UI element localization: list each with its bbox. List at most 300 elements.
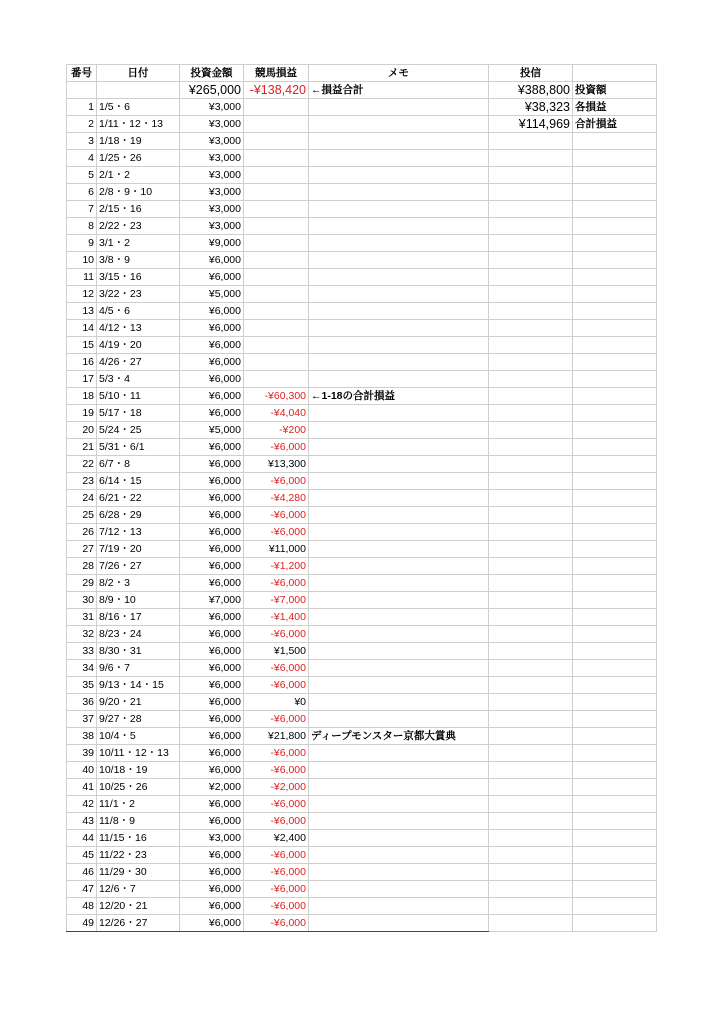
row-invest: ¥6,000	[180, 677, 244, 694]
row-date: 6/21・22	[97, 490, 180, 507]
row-date: 2/22・23	[97, 218, 180, 235]
row-date: 5/3・4	[97, 371, 180, 388]
row-memo	[309, 592, 489, 609]
row-date: 2/1・2	[97, 167, 180, 184]
fund-value	[489, 439, 573, 456]
row-invest: ¥6,000	[180, 524, 244, 541]
table-row	[67, 439, 657, 456]
row-date: 2/15・16	[97, 201, 180, 218]
row-num: 33	[67, 643, 97, 660]
fund-value	[489, 218, 573, 235]
row-pnl	[244, 354, 309, 371]
fund-label	[573, 711, 657, 728]
fund-label	[573, 524, 657, 541]
row-date: 1/25・26	[97, 150, 180, 167]
row-num: 3	[67, 133, 97, 150]
row-date: 9/6・7	[97, 660, 180, 677]
table-row	[67, 507, 657, 524]
row-num: 13	[67, 303, 97, 320]
fund-label	[573, 762, 657, 779]
row-invest: ¥6,000	[180, 762, 244, 779]
row-num: 4	[67, 150, 97, 167]
row-num: 7	[67, 201, 97, 218]
row-memo	[309, 643, 489, 660]
row-memo	[309, 405, 489, 422]
row-pnl: -¥6,000	[244, 439, 309, 456]
row-pnl	[244, 320, 309, 337]
row-date: 4/12・13	[97, 320, 180, 337]
row-memo	[309, 626, 489, 643]
row-num: 37	[67, 711, 97, 728]
row-date: 4/5・6	[97, 303, 180, 320]
row-pnl: -¥6,000	[244, 660, 309, 677]
fund-label	[573, 337, 657, 354]
table-row	[67, 558, 657, 575]
fund-label	[573, 643, 657, 660]
fund-value	[489, 541, 573, 558]
row-date: 2/8・9・10	[97, 184, 180, 201]
row-num: 40	[67, 762, 97, 779]
row-num: 39	[67, 745, 97, 762]
row-memo	[309, 218, 489, 235]
row-pnl	[244, 337, 309, 354]
table-row	[67, 405, 657, 422]
row-pnl	[244, 252, 309, 269]
fund-value	[489, 507, 573, 524]
row-pnl: ¥1,500	[244, 643, 309, 660]
row-date: 3/8・9	[97, 252, 180, 269]
table-row	[67, 269, 657, 286]
row-memo	[309, 354, 489, 371]
row-date: 8/16・17	[97, 609, 180, 626]
row-memo	[309, 133, 489, 150]
row-invest: ¥6,000	[180, 507, 244, 524]
row-invest: ¥6,000	[180, 694, 244, 711]
fund-label	[573, 303, 657, 320]
table-row	[67, 218, 657, 235]
row-memo	[309, 150, 489, 167]
fund-value	[489, 677, 573, 694]
fund-value	[489, 830, 573, 847]
fund-label	[573, 609, 657, 626]
row-num: 41	[67, 779, 97, 796]
table-row	[67, 184, 657, 201]
row-num: 46	[67, 864, 97, 881]
table-row	[67, 286, 657, 303]
row-memo	[309, 558, 489, 575]
row-num: 45	[67, 847, 97, 864]
header-memo: メモ	[309, 65, 489, 82]
row-invest: ¥3,000	[180, 201, 244, 218]
fund-value	[489, 626, 573, 643]
row-pnl: ¥13,300	[244, 456, 309, 473]
fund-value	[489, 422, 573, 439]
row-memo	[309, 116, 489, 133]
table-row	[67, 371, 657, 388]
row-date: 11/29・30	[97, 864, 180, 881]
fund-label	[573, 354, 657, 371]
row-invest: ¥2,000	[180, 779, 244, 796]
row-date: 7/26・27	[97, 558, 180, 575]
row-invest: ¥6,000	[180, 643, 244, 660]
fund-label	[573, 286, 657, 303]
row-invest: ¥6,000	[180, 439, 244, 456]
fund-value: ¥114,969	[489, 116, 573, 133]
fund-label: 投資額	[573, 82, 657, 99]
row-num: 27	[67, 541, 97, 558]
row-date: 11/8・9	[97, 813, 180, 830]
row-invest: ¥6,000	[180, 728, 244, 745]
row-num: 14	[67, 320, 97, 337]
row-num: 22	[67, 456, 97, 473]
row-num: 36	[67, 694, 97, 711]
table-row	[67, 779, 657, 796]
row-invest: ¥6,000	[180, 864, 244, 881]
row-memo	[309, 507, 489, 524]
fund-value	[489, 847, 573, 864]
row-pnl: -¥6,000	[244, 762, 309, 779]
table-row	[67, 796, 657, 813]
fund-label	[573, 796, 657, 813]
row-memo	[309, 745, 489, 762]
fund-label	[573, 830, 657, 847]
row-memo	[309, 813, 489, 830]
fund-value	[489, 796, 573, 813]
ledger-table	[66, 64, 657, 932]
table-row	[67, 575, 657, 592]
row-date: 6/14・15	[97, 473, 180, 490]
row-pnl: -¥200	[244, 422, 309, 439]
row-invest: ¥6,000	[180, 354, 244, 371]
row-memo: ディープモンスター京都大賞典	[309, 728, 489, 745]
row-num: 24	[67, 490, 97, 507]
row-memo	[309, 201, 489, 218]
fund-value	[489, 881, 573, 898]
fund-value	[489, 915, 573, 932]
spreadsheet	[66, 64, 657, 932]
fund-value	[489, 660, 573, 677]
fund-label: 合計損益	[573, 116, 657, 133]
row-num: 23	[67, 473, 97, 490]
fund-value	[489, 269, 573, 286]
table-row	[67, 354, 657, 371]
row-num: 44	[67, 830, 97, 847]
table-row	[67, 864, 657, 881]
summary-row	[67, 82, 657, 99]
row-invest: ¥6,000	[180, 337, 244, 354]
row-date: 5/31・6/1	[97, 439, 180, 456]
table-row	[67, 898, 657, 915]
row-invest: ¥7,000	[180, 592, 244, 609]
row-memo	[309, 541, 489, 558]
fund-value	[489, 320, 573, 337]
row-pnl	[244, 235, 309, 252]
table-row	[67, 388, 657, 405]
header-blank	[573, 65, 657, 82]
row-date: 12/20・21	[97, 898, 180, 915]
row-num: 49	[67, 915, 97, 932]
row-memo	[309, 524, 489, 541]
row-invest: ¥3,000	[180, 99, 244, 116]
fund-label	[573, 915, 657, 932]
table-row	[67, 660, 657, 677]
row-date: 1/11・12・13	[97, 116, 180, 133]
fund-value	[489, 779, 573, 796]
fund-label	[573, 320, 657, 337]
fund-value	[489, 337, 573, 354]
row-pnl: -¥6,000	[244, 796, 309, 813]
row-invest: ¥6,000	[180, 541, 244, 558]
row-date: 10/4・5	[97, 728, 180, 745]
table-row	[67, 422, 657, 439]
row-pnl	[244, 286, 309, 303]
fund-label	[573, 388, 657, 405]
fund-value	[489, 235, 573, 252]
table-row	[67, 813, 657, 830]
row-memo	[309, 864, 489, 881]
fund-value	[489, 643, 573, 660]
table-row	[67, 643, 657, 660]
row-memo	[309, 235, 489, 252]
fund-label	[573, 881, 657, 898]
header-row	[67, 65, 657, 82]
row-invest: ¥6,000	[180, 711, 244, 728]
row-invest: ¥3,000	[180, 167, 244, 184]
header-num: 番号	[67, 65, 97, 82]
fund-label	[573, 439, 657, 456]
row-num: 25	[67, 507, 97, 524]
row-invest: ¥6,000	[180, 660, 244, 677]
row-date: 1/5・6	[97, 99, 180, 116]
table-row	[67, 728, 657, 745]
fund-value	[489, 728, 573, 745]
row-invest: ¥6,000	[180, 490, 244, 507]
table-row	[67, 133, 657, 150]
table-row	[67, 473, 657, 490]
row-invest: ¥6,000	[180, 252, 244, 269]
row-invest: ¥3,000	[180, 116, 244, 133]
row-date: 3/15・16	[97, 269, 180, 286]
row-memo	[309, 915, 489, 932]
fund-value	[489, 456, 573, 473]
fund-label	[573, 728, 657, 745]
row-pnl: -¥6,000	[244, 524, 309, 541]
header-date: 日付	[97, 65, 180, 82]
row-invest: ¥3,000	[180, 150, 244, 167]
row-memo	[309, 762, 489, 779]
row-num: 9	[67, 235, 97, 252]
fund-value	[489, 575, 573, 592]
row-num: 43	[67, 813, 97, 830]
row-date: 12/6・7	[97, 881, 180, 898]
table-row	[67, 337, 657, 354]
fund-value: ¥38,323	[489, 99, 573, 116]
fund-value	[489, 694, 573, 711]
fund-value	[489, 609, 573, 626]
fund-value	[489, 592, 573, 609]
row-invest: ¥6,000	[180, 388, 244, 405]
fund-value	[489, 864, 573, 881]
row-memo	[309, 796, 489, 813]
table-row	[67, 252, 657, 269]
row-pnl: -¥1,200	[244, 558, 309, 575]
row-memo	[309, 881, 489, 898]
row-invest: ¥6,000	[180, 609, 244, 626]
fund-label	[573, 252, 657, 269]
summary-pnl-total: -¥138,420	[244, 82, 309, 99]
fund-label	[573, 456, 657, 473]
table-row	[67, 150, 657, 167]
row-pnl: -¥6,000	[244, 813, 309, 830]
row-pnl: -¥6,000	[244, 864, 309, 881]
row-memo	[309, 711, 489, 728]
row-date: 10/18・19	[97, 762, 180, 779]
fund-value	[489, 524, 573, 541]
fund-value	[489, 286, 573, 303]
row-pnl	[244, 371, 309, 388]
fund-label	[573, 864, 657, 881]
row-date: 8/9・10	[97, 592, 180, 609]
header-pnl: 競馬損益	[244, 65, 309, 82]
row-num: 11	[67, 269, 97, 286]
row-date: 3/22・23	[97, 286, 180, 303]
fund-value: ¥388,800	[489, 82, 573, 99]
fund-label	[573, 184, 657, 201]
row-num: 31	[67, 609, 97, 626]
fund-value	[489, 762, 573, 779]
row-invest: ¥3,000	[180, 830, 244, 847]
fund-label	[573, 405, 657, 422]
table-row	[67, 201, 657, 218]
fund-label	[573, 660, 657, 677]
table-row	[67, 626, 657, 643]
fund-label	[573, 422, 657, 439]
fund-value	[489, 711, 573, 728]
row-num: 30	[67, 592, 97, 609]
row-num: 32	[67, 626, 97, 643]
row-memo	[309, 490, 489, 507]
fund-value	[489, 388, 573, 405]
fund-value	[489, 252, 573, 269]
row-pnl	[244, 150, 309, 167]
ledger-rows	[67, 99, 657, 932]
row-pnl	[244, 167, 309, 184]
table-row	[67, 167, 657, 184]
row-pnl	[244, 218, 309, 235]
summary-num	[67, 82, 97, 99]
row-num: 26	[67, 524, 97, 541]
summary-date	[97, 82, 180, 99]
table-row	[67, 677, 657, 694]
fund-label	[573, 779, 657, 796]
fund-value	[489, 167, 573, 184]
row-memo	[309, 269, 489, 286]
fund-value	[489, 371, 573, 388]
row-invest: ¥6,000	[180, 915, 244, 932]
fund-value	[489, 354, 573, 371]
row-pnl: -¥6,000	[244, 626, 309, 643]
fund-label	[573, 813, 657, 830]
fund-value	[489, 745, 573, 762]
fund-label	[573, 898, 657, 915]
table-row	[67, 116, 657, 133]
row-invest: ¥6,000	[180, 456, 244, 473]
row-invest: ¥3,000	[180, 184, 244, 201]
row-pnl: -¥4,040	[244, 405, 309, 422]
row-date: 12/26・27	[97, 915, 180, 932]
row-num: 47	[67, 881, 97, 898]
row-memo	[309, 337, 489, 354]
table-row	[67, 915, 657, 932]
row-pnl	[244, 269, 309, 286]
row-date: 5/10・11	[97, 388, 180, 405]
row-date: 9/13・14・15	[97, 677, 180, 694]
row-invest: ¥6,000	[180, 745, 244, 762]
row-num: 42	[67, 796, 97, 813]
table-row	[67, 762, 657, 779]
fund-label	[573, 167, 657, 184]
row-date: 9/20・21	[97, 694, 180, 711]
table-row	[67, 711, 657, 728]
fund-label	[573, 235, 657, 252]
fund-value	[489, 150, 573, 167]
row-pnl: -¥6,000	[244, 711, 309, 728]
table-row	[67, 592, 657, 609]
row-date: 7/19・20	[97, 541, 180, 558]
row-date: 8/23・24	[97, 626, 180, 643]
fund-value	[489, 558, 573, 575]
row-memo	[309, 252, 489, 269]
fund-value	[489, 303, 573, 320]
row-num: 29	[67, 575, 97, 592]
row-memo	[309, 99, 489, 116]
row-num: 38	[67, 728, 97, 745]
row-pnl	[244, 116, 309, 133]
row-memo	[309, 286, 489, 303]
row-memo	[309, 677, 489, 694]
row-pnl: -¥4,280	[244, 490, 309, 507]
fund-label	[573, 694, 657, 711]
row-date: 9/27・28	[97, 711, 180, 728]
row-date: 6/7・8	[97, 456, 180, 473]
row-pnl	[244, 133, 309, 150]
row-date: 1/18・19	[97, 133, 180, 150]
row-memo	[309, 575, 489, 592]
row-invest: ¥3,000	[180, 218, 244, 235]
table-row	[67, 320, 657, 337]
row-memo	[309, 320, 489, 337]
fund-label	[573, 745, 657, 762]
row-memo	[309, 830, 489, 847]
row-pnl: -¥6,000	[244, 677, 309, 694]
fund-value	[489, 813, 573, 830]
row-pnl	[244, 99, 309, 116]
row-num: 20	[67, 422, 97, 439]
row-date: 11/22・23	[97, 847, 180, 864]
row-num: 5	[67, 167, 97, 184]
row-invest: ¥6,000	[180, 575, 244, 592]
row-pnl: -¥7,000	[244, 592, 309, 609]
fund-label	[573, 575, 657, 592]
row-memo	[309, 847, 489, 864]
row-date: 3/1・2	[97, 235, 180, 252]
row-pnl: ¥0	[244, 694, 309, 711]
row-pnl: ¥2,400	[244, 830, 309, 847]
fund-value	[489, 898, 573, 915]
row-pnl	[244, 184, 309, 201]
row-invest: ¥6,000	[180, 796, 244, 813]
row-date: 7/12・13	[97, 524, 180, 541]
